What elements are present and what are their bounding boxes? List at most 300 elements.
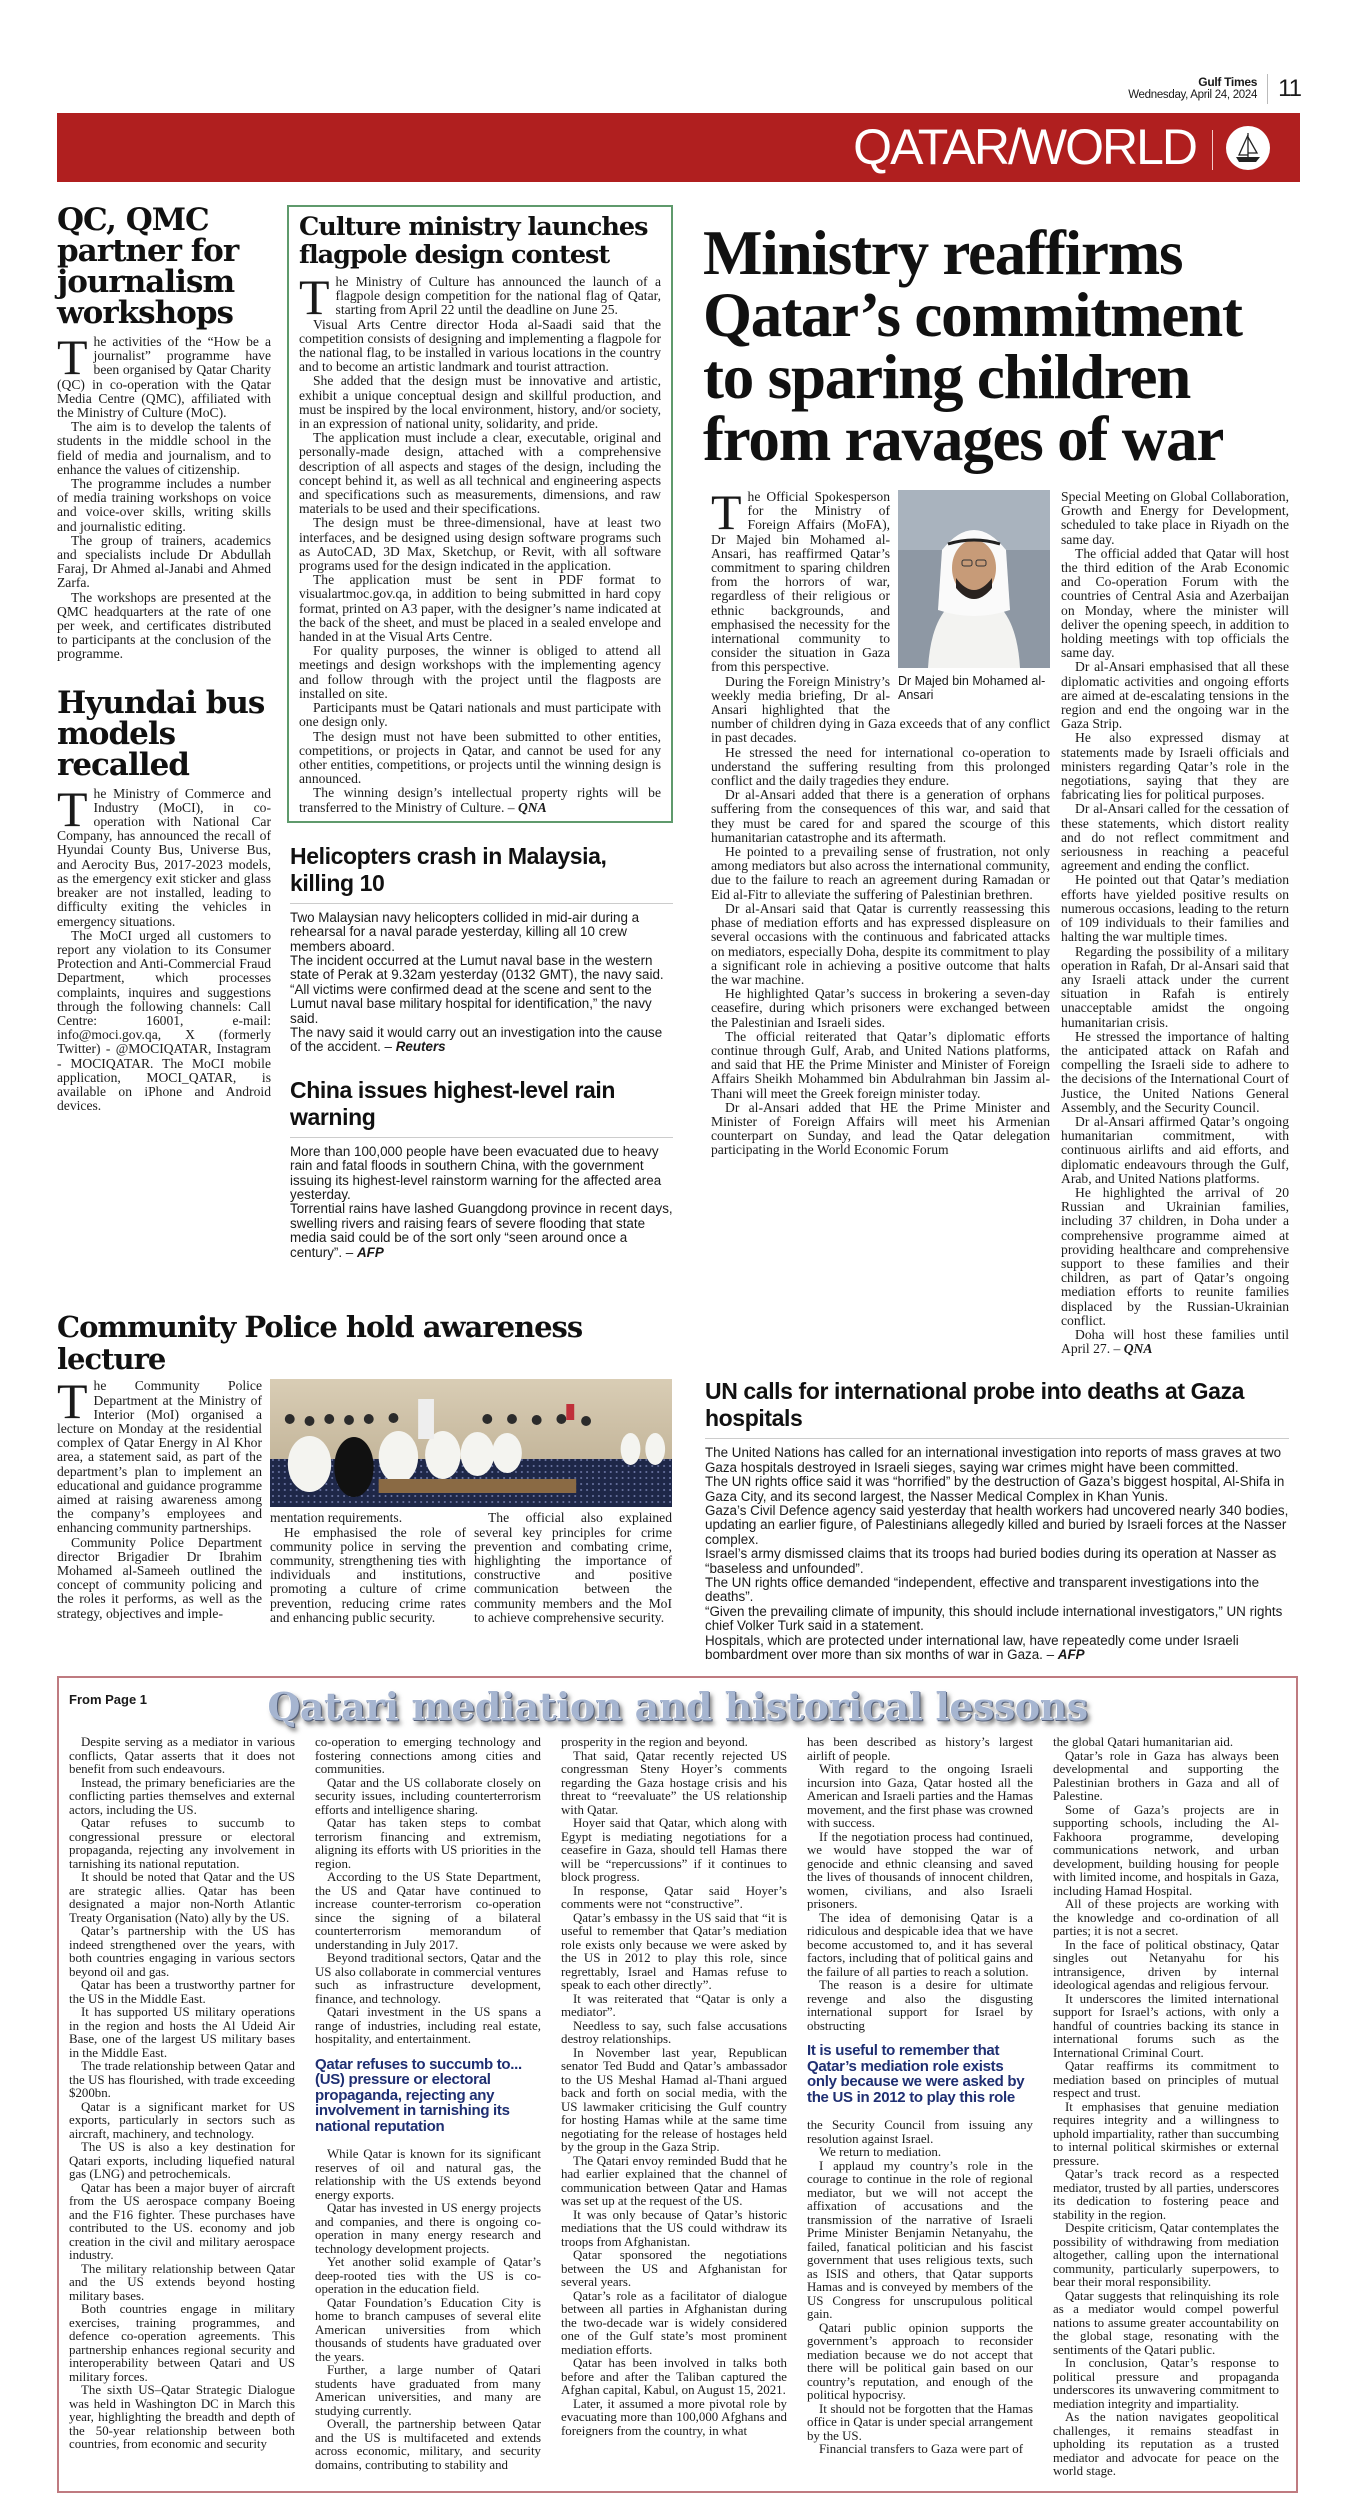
paragraph — [69, 1871, 295, 1925]
article-body-col2 — [270, 1511, 466, 1625]
paragraph-text: In response, Qatar said Hoyer’s comments were not “constructive”. — [561, 1883, 787, 1912]
paragraph-text: The incident occurred at the Lumut naval base in the western state of Perak at 9.32am yesterday (0132 GMT), the navy said. — [290, 952, 664, 983]
paragraph-list — [807, 2119, 1033, 2457]
paragraph — [1061, 873, 1289, 944]
paragraph-text: The design must not have been submitted to other entities, competitions, or projects in Qatar, and cannot be used for any other entities, competitions, or projects until the winning design is announced. — [299, 728, 661, 787]
headline: UN calls for international probe into deaths at Gaza hospitals — [705, 1378, 1289, 1439]
paragraph — [807, 2403, 1033, 2444]
section-title: QATAR/WORLD — [853, 119, 1196, 175]
paragraph-text: The military relationship between Qatar and the US extends beyond hosting military bases. — [69, 2261, 295, 2303]
paragraph — [561, 1750, 787, 1818]
paragraph-text: He pointed out that Qatar’s mediation efforts have yielded positive results on numerous occasions, leading to the return of 109 individuals to their families and halting the war multiple times. — [1061, 872, 1289, 945]
paragraph-text: Hoyer said that Qatar, which along with Egypt is mediating negotiations for a ceasefire in Gaza, should tell Hamas there will be “repercussions” if it continues to block progress. — [561, 1816, 787, 1885]
paragraph — [807, 2322, 1033, 2403]
paragraph-text: mentation requirements. — [270, 1510, 403, 1526]
paragraph — [807, 1831, 1033, 1912]
paragraph — [711, 1101, 1050, 1158]
paragraph-text: prosperity in the region and beyond. — [561, 1735, 748, 1750]
paragraph-text: he Official Spokesperson for the Ministry of Foreign Affairs (MoFA), Dr Majed bin Mohamed al-Ansari, has reaffirmed Qatar’s commitment to sparing children from the horrors of war, regardless of their religious or ethnic backgrounds, and emphasised the necessity for the international community to consider the situation in Gaza from this perspective. — [711, 489, 891, 675]
paragraph — [299, 644, 661, 701]
paragraph — [315, 1952, 541, 2006]
paragraph-text: Community Police Department director Brigadier Dr Ibrahim Mohamed al-Sameeh outlined the concept of community policing and the roles it performs, as well as the strategy, objectives and imple- — [57, 1534, 262, 1621]
paragraph — [299, 269, 661, 325]
paragraph — [299, 786, 661, 814]
paragraph-text: he Ministry of Culture has announced the launch of a flagpole design competition for the national flag of Qatar, starting from April 22 until the deadline on June 25. — [335, 274, 661, 318]
paragraph — [290, 911, 673, 954]
paragraph-text: Torrential rains have lashed Guangdong province in recent days, swelling rivers and raising fears of severe flooding that state media said could be of the sort only “seen around once a century”. – — [290, 1201, 673, 1260]
paragraph — [1061, 1030, 1289, 1115]
paragraph — [69, 2263, 295, 2304]
paragraph-text: The winning design’s intellectual property rights will be transferred to the Ministry of Culture. – — [299, 785, 661, 815]
feature-column-4 — [807, 1736, 1033, 2457]
paragraph — [807, 2160, 1033, 2322]
paragraph-list — [807, 1736, 1033, 2033]
middle-column — [287, 205, 673, 1297]
paragraph — [270, 1511, 466, 1525]
paragraph-text: We return to mediation. — [819, 2145, 942, 2160]
paragraph — [1053, 2357, 1279, 2411]
china-rain-article — [290, 1077, 673, 1260]
paragraph-text: He also expressed dismay at statements made by Israeli officials and ministers regarding Qatar’s role in the negotiations, saying that they are fabricating lies for political purposes. — [1061, 730, 1289, 803]
paragraph — [57, 477, 271, 534]
paragraph-text: In the face of political obstinacy, Qatar singles out Netanyahu for his intransigence, driven by internal ideological agendas and religious fervour. — [1053, 1937, 1279, 1993]
paragraph-text: The official reiterated that Qatar’s diplomatic efforts continue through Gulf, Arab, and United Nations platforms, and said that HE the Prime Minister and Minister of Foreign Affairs Sheikh Mohammed bin Abdulrahman bin Jassim al-Thani will meet the Greek foreign minister today. — [711, 1028, 1051, 1101]
paragraph — [299, 374, 661, 431]
paragraph-text: Instead, the primary beneficiaries are the conflicting parties themselves and external actors, including the US. — [69, 1775, 295, 1817]
paragraph — [299, 318, 661, 375]
source-credit: QNA — [517, 799, 547, 815]
dropcap: T — [711, 484, 742, 540]
paragraph-text: Qatar suggests that relinquishing its role as a mediator would compel powerful nations to assume greater accountability on the global stage, resonating with the sentiments of the Qatari public. — [1053, 2288, 1279, 2357]
paragraph — [807, 2119, 1033, 2146]
paragraph-text: The MoCI urged all customers to report any violation to its Consumer Protection and Anti-Commercial Fraud Department, which processes complaints, inquires and suggestions through the following channels: Call Centre: 16001, e-mail: info@moci.gov.qa, X (formerly Twitter) - @MOCIQATAR, Instagram - MOCIQATAR. The MoCI mobile application, MOCI_QATAR, is available on iPhone and Android devices. — [57, 927, 271, 1114]
paragraph — [1053, 1993, 1279, 2061]
paragraph — [299, 573, 661, 644]
paragraph — [315, 2364, 541, 2418]
paragraph — [561, 2357, 787, 2398]
paragraph-list — [561, 1736, 787, 2438]
helicopter-crash-article — [290, 843, 673, 1055]
paragraph-text: More than 100,000 people have been evacuated due to heavy rain and fatal floods in southern China, with the government issuing its highest-level rainstorm warning for the affected area yesterday. — [290, 1143, 662, 1202]
paragraph — [1053, 2101, 1279, 2169]
paragraph-list — [474, 1511, 672, 1625]
paragraph-text: The application must include a clear, executable, original and personally-made design, attached with a comprehensive description of all aspects and stages of the design, including the concept behind it, as well as all technical and engineering aspects and specifications such as measurements, dimensions, and raw materials to be used and their specifications. — [299, 430, 661, 517]
paragraph-text: Dr al-Ansari added that there is a generation of orphans suffering from the consequences of this war, and said that they must be cared for and spared the scourge of this humanitarian catastrophe and its aftermath. — [711, 787, 1051, 845]
paragraph-text: Two Malaysian navy helicopters collided in mid-air during a rehearsal for a naval parade yesterday, killing all 10 crew members aboard. — [290, 909, 640, 954]
paragraph-list — [57, 1373, 262, 1621]
paragraph-text: I applaud my country’s role in the courage to continue in the role of regional mediator, but we will not accept the affixation of accusations and the transmission of the narrative of Israeli Prime Minister Benjamin Netanyahu, the failed, fanatical politician and his fascist government that uses religious texts, such as ISIS and others, that Qatar supports Hamas and is conveyed by members of the US Congress for unscrupulous political gain. — [807, 2158, 1033, 2322]
paragraph — [1053, 2411, 1279, 2479]
paragraph — [1061, 1328, 1289, 1356]
paragraph-text: Qatari public opinion supports the government’s approach to reconsider mediation because we do not accept that there will be political gain based on our country’s reputation, and enough of the political hypocrisy. — [807, 2320, 1033, 2403]
paragraph — [705, 1634, 1289, 1663]
paragraph-list — [315, 2148, 541, 2472]
paragraph — [1061, 490, 1289, 547]
paragraph-text: Regarding the possibility of a military operation in Rafah, Dr al-Ansari said that any Israeli attack under the current situation in Rafah is entirely unacceptable amidst the ongoing humanitarian crisis. — [1061, 943, 1289, 1030]
paragraph-text: he Community Police Department at the Ministry of Interior (MoI) organised a lecture on Monday at the residential complex of Qatar Energy in Al Khor area, a statement said, as part of the department’s plan to implement an educational and guidance programme aimed at raising awareness among the company’s employees and enhancing community partnerships. — [57, 1378, 262, 1536]
paragraph-text: The group of trainers, academics and specialists include Dr Abdullah Faraj, Dr Ahmed al-Janabi and Ahmed Zarfa. — [57, 532, 271, 591]
paragraph — [561, 2047, 787, 2155]
paragraph — [711, 987, 1050, 1030]
paragraph — [561, 2155, 787, 2209]
paragraph — [1061, 1186, 1289, 1328]
paragraph-text: She added that the design must be innovative and artistic, exhibit a unique conceptual design and skillful production, and must be inspired by the local environment, history, and/or society, in an expression of national unity, solidarity, and pride. — [299, 373, 661, 432]
paragraph-text: Visual Arts Centre director Hoda al-Saadi said that the competition consists of designing and implementing a flagpole for the national flag, to be installed in various locations in the country and to become an artistic landmark and tourist attraction. — [299, 316, 661, 375]
headline: Hyundai bus models recalled — [57, 684, 265, 783]
paragraph-text: The navy said it would carry out an investigation into the cause of the accident. – — [290, 1024, 663, 1055]
paragraph — [561, 2209, 787, 2250]
feature-column-3 — [561, 1736, 787, 2438]
paragraph-text: In conclusion, Qatar’s response to political pressure and propaganda underscores its unwavering commitment to mediation integrity and impartiality. — [1053, 2356, 1279, 2411]
paragraph-text: Despite serving as a mediator in various conflicts, Qatar asserts that it does not benefit from such endeavours. — [69, 1735, 295, 1777]
paragraph-list — [1053, 1736, 1279, 2479]
qc-qmc-article — [57, 202, 271, 662]
paragraph-text: Qatar has taken steps to combat terrorism financing and extremism, aligning its efforts with US priorities in the region. — [315, 1816, 541, 1871]
paragraph-text: It should be noted that Qatar and the US are strategic allies. Qatar has been designated a major non-North Atlantic Treaty Organisation (Nato) ally by the US. — [69, 1870, 295, 1925]
publication-name: Gulf Times — [1198, 75, 1258, 89]
paragraph — [807, 2146, 1033, 2160]
paragraph — [69, 1777, 295, 1818]
paragraph-text: “All victims were confirmed dead at the scene and sent to the Lumut naval base military hospital for identification,” the navy said. — [290, 981, 652, 1026]
world-briefs — [287, 843, 673, 1260]
paragraph-text: The trade relationship between Qatar and the US has flourished, with trade exceeding $200bn. — [69, 2059, 295, 2101]
paragraph-text: Qatar’s partnership with the US has indeed strengthened over the years, with both countries engaging in various sectors beyond oil and gas. — [69, 1924, 295, 1979]
paragraph — [807, 1763, 1033, 1831]
paragraph-text: In November last year, Republican senator Ted Budd and Qatar’s ambassador to the US Meshal Hamad al-Thani argued back and forth on social media, with the US lawmaker criticising the Gulf country for hosting Hamas while at the same time negotiating for the release of hostages held by the group in the Gaza Strip. — [561, 2045, 787, 2155]
pull-quote: Qatar refuses to succumb to...(US) pressure or electoral propaganda, rejecting any involvement in tarnishing its national reputation — [315, 2055, 522, 2135]
article-body — [57, 780, 271, 1114]
paragraph-text: has been described as history’s largest airlift of people. — [807, 1735, 1033, 1763]
paragraph — [705, 1504, 1289, 1547]
paragraph-text: While Qatar is known for its significant reserves of oil and natural gas, the relationship with the US extends beyond energy exports. — [315, 2147, 541, 2202]
un-gaza-hospitals-article — [703, 1378, 1289, 1662]
paragraph-text: Qatar has been a trustworthy partner for the US in the Middle East. — [69, 1978, 295, 2006]
paragraph-text: He highlighted Qatar’s success in brokering a seven-day ceasefire, during which prisoners were exchanged between the Palestinian and Israeli sides. — [711, 986, 1051, 1030]
paragraph-list — [57, 780, 271, 1114]
paragraph — [299, 701, 661, 729]
paragraph — [69, 2060, 295, 2101]
paragraph — [705, 1576, 1289, 1605]
paragraph — [711, 746, 1050, 789]
paragraph — [299, 730, 661, 787]
paragraph — [290, 954, 673, 983]
paragraph — [1061, 802, 1289, 873]
dropcap: T — [57, 780, 88, 837]
paragraph-text: The UN rights office said it was “horrified” by the destruction of Gaza’s biggest hospital, Al-Shifa in Gaza City, and its second largest, the Nasser Medical Complex in Khan Yunis. — [705, 1474, 1285, 1504]
paragraph — [299, 516, 661, 573]
paragraph — [57, 329, 271, 421]
left-column — [57, 202, 271, 1297]
paragraph-text: If the negotiation process had continued, we would have stopped the war of genocide and ethnic cleansing and saved the lives of thousands of innocent children, women, civilians, and also Israeli prisoners. — [807, 1829, 1033, 1912]
paragraph-text: Dr al-Ansari said that Qatar is currently reassessing this phase of mediation efforts and has expressed displeasure on several occasions with the continuous and fabricated attacks on mediators, especially Doha, despite its commitment to play a significant role in achieving a positive outcome that halts the war machine. — [711, 900, 1051, 987]
paragraph — [561, 2249, 787, 2290]
source-credit: QNA — [1123, 1341, 1153, 1357]
paragraph-text: Dr al-Ansari called for the cessation of these statements, which distort reality and do not reflect commitment and seriousness in reaching a peaceful agreement and ending the conflict. — [1061, 801, 1289, 874]
paragraph-text: Hospitals, which are protected under international law, have repeatedly come under Israeli bombardment over more than six months of war in Gaza. – — [705, 1632, 1239, 1663]
paragraph — [711, 788, 1050, 845]
paragraph-list — [69, 1736, 295, 2452]
main-body — [703, 484, 1289, 1357]
paragraph — [69, 2182, 295, 2263]
paragraph-text: Qatar reaffirms its commitment to mediation based on principles of mutual respect and trust. — [1053, 2059, 1279, 2101]
paragraph — [705, 1475, 1289, 1504]
paragraph-text: As the nation navigates geopolitical challenges, it remains steadfast in upholding its reputation as a trusted mediator and advocate for peace on the world stage. — [1053, 2410, 1279, 2479]
paragraph-text: Special Meeting on Global Collaboration, Growth and Energy for Development, scheduled to take place in Riyadh on the same day. — [1061, 489, 1289, 547]
paragraph-text: Financial transfers to Gaza were part of — [819, 2442, 1024, 2457]
paragraph-text: The reason is a desire for ultimate revenge and also the disgusting international support for Israel by obstructing — [807, 1978, 1033, 2033]
paragraph-text: That said, Qatar recently rejected US congressman Steny Hoyer’s comments regarding the Gaza hostage crisis and his threat to “reevaluate” the US relationship with Qatar. — [561, 1748, 787, 1817]
paragraph-text: the Security Council from issuing any resolution against Israel. — [807, 2118, 1033, 2146]
spokesperson-portrait — [898, 490, 1050, 668]
source-credit: AFP — [1057, 1647, 1085, 1663]
feature-headline: Qatari mediation and historical lessons — [267, 1684, 1088, 1730]
paragraph-text: The application must be sent in PDF format to visualartmoc.gov.qa, in addition to being submitted in hard copy format, printed on A3 paper, with the designer’s name indicated at the back of the sheet, and must be placed in a sealed envelope and handed in at the Visual Arts Centre. — [299, 572, 661, 645]
paragraph-text: The idea of demonising Qatar is a ridiculous and despicable idea that we have become accustomed to, and it has several factors, including that of political gains and the failure of all parties to reach a solution. — [807, 1910, 1033, 1979]
paragraph — [69, 1736, 295, 1777]
paragraph — [1061, 547, 1289, 661]
paragraph — [1053, 1750, 1279, 1804]
paragraph-text: Some of Gaza’s projects are in supporting schools, including the Al-Fakhoora programme, developing communications network, and urban development, building housing for people with limited income, and hospitals in Gaza, including Hamad Hospital. — [1053, 1802, 1279, 1898]
paragraph — [1061, 945, 1289, 1030]
paragraph — [807, 1912, 1033, 1980]
paragraph — [57, 1536, 262, 1621]
publication-date: Wednesday, April 24, 2024 — [1128, 89, 1258, 101]
paragraph-list — [299, 269, 661, 815]
paragraph — [1053, 2060, 1279, 2101]
paragraph-text: “Given the prevailing climate of impunity, this should include international investigators,” UN rights chief Volker Turk said in a statement. — [705, 1603, 1283, 1634]
paragraph-text: Doha will host these families until April 27. – — [1061, 1326, 1289, 1357]
source-credit: Reuters — [395, 1039, 446, 1055]
paragraph — [1061, 660, 1289, 731]
paragraph — [807, 2443, 1033, 2457]
paragraph — [705, 1605, 1289, 1634]
paragraph-list — [1061, 490, 1289, 1356]
paragraph — [807, 1736, 1033, 1763]
paragraph-text: The official added that Qatar will host the third edition of the Arab Economic and Co-operation Forum with the countries of Central Asia and Azerbaijan on Monday, where the minister will deliver the opening speech, in addition to holding meetings with top officials the same day. — [1061, 545, 1289, 661]
paragraph — [290, 1026, 673, 1055]
paragraph-text: The Qatari envoy reminded Budd that he had earlier explained that the channel of communication between Qatar and Hamas was set up at the request of the US. — [561, 2153, 787, 2209]
paragraph — [290, 1202, 673, 1260]
paragraph-text: Qatari investment in the US spans a range of industries, including real estate, hospitality, and entertainment. — [315, 2005, 541, 2047]
paragraph — [69, 2141, 295, 2182]
paragraph-text: Qatar’s role in Gaza has always been developmental and supporting the Palestinian brothers in Gaza and all of Palestine. — [1053, 1748, 1279, 1804]
paragraph — [69, 2101, 295, 2142]
paragraph-text: co-operation to emerging technology and fostering connections among cities and communities. — [315, 1735, 541, 1777]
paragraph-text: The aim is to develop the talents of students in the middle school in the field of media and journalism, and to enhance the values of citizenship. — [57, 419, 271, 477]
article-body-col3 — [474, 1511, 672, 1625]
main-body-right — [1061, 490, 1289, 1356]
paragraph — [1053, 1939, 1279, 1993]
paragraph — [69, 2006, 295, 2060]
dropcap: T — [57, 329, 88, 385]
paragraph — [561, 1993, 787, 2020]
paragraph — [315, 1777, 541, 1818]
paragraph — [711, 1030, 1050, 1101]
hyundai-recall-article — [57, 684, 271, 1114]
paragraph — [290, 983, 673, 1026]
paragraph-text: Israel’s army dismissed claims that its troops had buried bodies during its operation at Nasser as “baseless and unfounded”. — [705, 1546, 1277, 1576]
culture-flagpole-article — [287, 205, 673, 823]
paragraph — [474, 1511, 672, 1625]
pull-quote: It is useful to remember that Qatar’s mediation role exists only because we were asked by the US in 2012 to play this role — [807, 2042, 1025, 2106]
paragraph-list — [270, 1511, 466, 1625]
headline: China issues highest-level rain warning — [290, 1077, 673, 1138]
paragraph — [561, 2398, 787, 2439]
paragraph — [315, 1817, 541, 1871]
paragraph — [69, 2384, 295, 2452]
paragraph-text: he Ministry of Commerce and Industry (MoCI), in co-operation with National Car Company, has announced the recall of Hyundai County Bus, Universe Bus, and Aerocity Bus, 2017-2023 models, as the emergency exit sticker and glass breaker are not installed, leading to difficulty exiting the vehicles in emergency situations. — [57, 785, 271, 929]
paragraph — [57, 929, 271, 1114]
top-grid — [57, 202, 1303, 1663]
paragraph-text: According to the US State Department, the US and Qatar have continued to increase counter-terrorism co-operation since the signing of a bilateral counterterrorism memorandum of understanding in July 2017. — [315, 1870, 541, 1952]
paragraph-text: Qatar’s track record as a respected mediator, trusted by all parties, underscores its dedication to fostering peace and stability in the region. — [1053, 2167, 1279, 2222]
paragraph-text: Qatar and the US collaborate closely on security issues, including counterterrorism efforts and intelligence sharing. — [315, 1775, 541, 1817]
paragraph-list — [57, 329, 271, 662]
feature-header — [69, 1678, 1286, 1736]
spokesperson-photo — [898, 490, 1050, 702]
paragraph-text: Overall, the partnership between Qatar and the US is multifaceted and extends across economic, military, and security domains, contributing to stability and — [315, 2417, 541, 2472]
paragraph — [315, 2148, 541, 2202]
paragraph-text: For quality purposes, the winner is obliged to attend all meetings and design workshops with the implementing agency and follow through with the project until the flagposts are installed on site. — [299, 643, 661, 701]
paragraph — [711, 902, 1050, 987]
dropcap: T — [299, 269, 330, 325]
feature-column-2 — [315, 1736, 541, 2472]
paragraph-text: Qatar refuses to succumb to congressional pressure or electoral propaganda, rejecting any involvement in tarnishing its national reputation. — [69, 1816, 295, 1871]
page-number: 11 — [1278, 75, 1301, 102]
paragraph — [299, 431, 661, 516]
headline: Community Police hold awareness lecture — [57, 1310, 583, 1377]
photo-caption: Dr Majed bin Mohamed al-Ansari — [898, 674, 1046, 703]
paragraph-text: During the Foreign Ministry’s weekly media briefing, Dr al-Ansari highlighted that the number of children dying in Gaza exceeds that of any conflict in past decades. — [711, 673, 1051, 746]
headline: Helicopters crash in Malaysia, killing 10 — [290, 843, 673, 904]
paragraph-text: The US is also a key destination for Qatari exports, including liquefied natural gas (LNG) and petrochemicals. — [69, 2140, 295, 2182]
paragraph-text: He highlighted the arrival of 20 Russian and Ukrainian families, including 37 children, in Doha under a comprehensive programme aimed at providing healthcare and comprehensive support to these families and their children, as part of Qatar’s ongoing mediation efforts to reunite families displaced by the Russian-Ukrainian conflict. — [1061, 1184, 1289, 1328]
paragraph-text: He emphasised the role of community police in serving the community, strengthening ties with individuals and institutions, promoting a culture of crime prevention, reducing crime rates and enhancing public security. — [270, 1524, 466, 1625]
paragraph-text: Both countries engage in military exercises, training programmes, and defence co-operation agreements. This partnership enhances regional security and interoperability between Qatari and US military forces. — [69, 2302, 295, 2384]
paragraph-text: It has supported US military operations in the region and hosts the Al Udeid Air Base, one of the largest US military bases in the Middle East. — [69, 2005, 295, 2060]
feature-column-5 — [1053, 1736, 1279, 2479]
community-police-article — [57, 1311, 673, 1662]
paragraph-text: It emphasises that genuine mediation requires integrity and a willingness to uphold impartiality, rather than succumbing to internal political skirmishes or external pressure. — [1053, 2099, 1279, 2168]
paragraph-text: he activities of the “How be a journalist” programme have been organised by Qatar Charity (QC) in co-operation with the Qatar Media Centre (QMC), affiliated with the Ministry of Culture (MoC). — [57, 334, 271, 421]
dropcap: T — [57, 1373, 88, 1430]
feature-columns — [69, 1736, 1286, 2479]
paragraph — [315, 1871, 541, 1952]
article-body-col1 — [57, 1373, 262, 1625]
paragraph — [561, 1736, 787, 1750]
lecture-photo — [270, 1379, 672, 1507]
paragraph — [705, 1547, 1289, 1576]
paragraph — [69, 2303, 295, 2384]
paragraph — [705, 1446, 1289, 1475]
paragraph-text: Qatar Foundation’s Education City is home to branch campuses of several elite American universities from which thousands of students have graduated over the years. — [315, 2295, 541, 2364]
paragraph-list — [290, 1145, 673, 1260]
paragraph-text: Qatar is a significant market for US exports, particularly in sectors such as aircraft, machinery, and technology. — [69, 2099, 295, 2141]
article-body — [299, 269, 661, 815]
paragraph-text: the global Qatari humanitarian aid. — [1053, 1735, 1234, 1750]
paragraph-text: He stressed the need for international co-operation to understand the suffering resulting from this prolonged conflict and the daily tragedies they endure. — [711, 744, 1051, 789]
from-page-kicker: From Page 1 — [69, 1692, 148, 1708]
paragraph-text: It should not be forgotten that the Hamas office in Qatar is under special arrangement by the US. — [807, 2401, 1033, 2443]
paragraph — [1053, 1898, 1279, 1939]
paragraph — [290, 1145, 673, 1203]
main-column — [703, 205, 1289, 1662]
paragraph — [315, 2418, 541, 2472]
paragraph-text: The programme includes a number of media training workshops on voice and voice-over skills, writing skills and journalistic editing. — [57, 476, 271, 534]
paragraph — [561, 1885, 787, 1912]
paragraph-text: Qatar has been a major buyer of aircraft from the US aerospace company Boeing and the F16 fighter. These purchases have contributed to the US. economy and job creation in the civil and military aerospace industry. — [69, 2180, 295, 2263]
main-headline: Ministry reaffirms Qatar’s commitment to sparing children from ravages of war — [703, 218, 1242, 474]
paragraph — [69, 1979, 295, 2006]
paragraph-text: He stressed the importance of halting the anticipated attack on Rafah and compelling the Israeli side to adhere to the decisions of the International Court of Justice, the United Nations General Assembly, and the Security Council. — [1061, 1028, 1289, 1115]
paragraph — [69, 1925, 295, 1979]
main-body-left — [711, 484, 1051, 1356]
paragraph-text: The workshops are presented at the QMC headquarters at the rate of one per week, and certificates distributed to participants at the conclusion of the programme. — [57, 589, 271, 662]
paragraph-text: Further, a large number of Qatari students have graduated from many American universities, and many are studying currently. — [315, 2363, 541, 2418]
paragraph-list — [315, 1736, 541, 2047]
paragraph-text: The sixth US–Qatar Strategic Dialogue was held in Washington DC in March this year, highlighting the breadth and depth of the 50-year relationship between both countries, from economic and security — [69, 2383, 295, 2452]
paragraph — [315, 2202, 541, 2256]
paragraph-text: Qatar’s role as a facilitator of dialogue between all parties in Afghanistan during the two-decade war is widely considered one of the Gulf state’s most prominent mediation efforts. — [561, 2288, 787, 2357]
paragraph — [270, 1526, 466, 1625]
paragraph-text: Beyond traditional sectors, Qatar and the US also collaborate in commercial ventures such as infrastructure development, finance, and technology. — [315, 1951, 541, 2006]
paragraph — [69, 1817, 295, 1871]
paragraph — [57, 780, 271, 929]
paragraph — [561, 1817, 787, 1885]
paragraph — [1053, 1736, 1279, 1750]
paragraph-text: Qatar sponsored the negotiations between the US and Afghanistan for several years. — [561, 2248, 787, 2290]
paragraph-list — [705, 1446, 1289, 1662]
paragraph-text: Qatar has been involved in talks both before and after the Taliban captured the Afghan capital, Kabul, on August 15, 2021. — [561, 2356, 787, 2398]
paragraph — [561, 1912, 787, 1993]
mediation-feature — [57, 1676, 1298, 2493]
paragraph-text: Later, it assumed a more pivotal role by evacuating more than 100,000 Afghans and foreigners from the country, in what — [561, 2396, 787, 2438]
main-article — [703, 218, 1289, 1357]
paragraph — [807, 1979, 1033, 2033]
paragraph-text: The United Nations has called for an international investigation into reports of mass graves at two Gaza hospitals destroyed in Israeli sieges, saying war crimes might have been committed. — [705, 1445, 1282, 1475]
paragraph — [315, 1736, 541, 1777]
paragraph — [561, 2290, 787, 2358]
paragraph-text: It was only because of Qatar’s historic mediations that the US could withdraw its troops from Afghanistan. — [561, 2207, 787, 2249]
paragraph — [561, 2020, 787, 2047]
paragraph — [57, 534, 271, 591]
paragraph-text: All of these projects are working with the knowledge and co-ordination of all parties; it is not a secret. — [1053, 1897, 1279, 1939]
paragraph-text: Dr al-Ansari affirmed Qatar’s ongoing humanitarian commitment, with continuous airlifts and aid efforts, and diplomatic endeavours through the Gulf, Arab, and United Nations platforms. — [1061, 1113, 1289, 1186]
paragraph-text: The official also explained several key principles for crime prevention and combating crime, highlighting the importance of constructive and positive communication between the community members and the MoI to achieve comprehensive security. — [474, 1510, 672, 1625]
paragraph — [711, 845, 1050, 902]
paragraph-text: Dr al-Ansari added that HE the Prime Minister and Minister of Foreign Affairs will meet his Armenian counterpart on Sunday, and lead the Qatar delegation participating in the World Economic Forum — [711, 1099, 1051, 1158]
paragraph — [1053, 2168, 1279, 2222]
paragraph-text: It underscores the limited international support for Israel’s actions, with only a handful of countries backing its stance in international forums such as the International Criminal Court. — [1053, 1991, 1279, 2060]
paragraph — [315, 2256, 541, 2297]
paragraph-text: Participants must be Qatari nationals and must participate with one design only. — [299, 700, 661, 730]
paragraph — [1053, 2290, 1279, 2358]
paragraph-text: Yet another solid example of Qatar’s deep-rooted ties with the US is co-operation in the education field. — [315, 2255, 541, 2297]
article-body — [57, 329, 271, 662]
paragraph — [315, 2006, 541, 2047]
paragraph-text: Qatar has invested in US energy projects and companies, and there is ongoing co-operation in many energy research and technology development projects. — [315, 2201, 541, 2256]
paragraph-text: The design must be three-dimensional, have at least two interfaces, and be designed using design software programs such as AutoCAD, 3D Max, Sketchup, or Revit, with all software programs used for the design indicated in the application. — [299, 515, 661, 574]
paragraph-text: It was reiterated that “Qatar is only a mediator”. — [561, 1991, 787, 2020]
paragraph — [57, 1373, 262, 1536]
paragraph — [1061, 1115, 1289, 1186]
paragraph-text: Dr al-Ansari emphasised that all these diplomatic activities and ongoing efforts are aimed at de-escalating tensions in the region and end the ongoing war in the Gaza Strip. — [1061, 659, 1289, 732]
feature-column-1 — [69, 1736, 295, 2452]
paragraph-text: Gaza’s Civil Defence agency said yesterday that health workers had uncovered nearly 340 bodies, updating an earlier figure, of Palestinians allegedly killed and buried by Israeli forces at the Nasser complex. — [705, 1503, 1289, 1547]
paragraph-text: The UN rights office demanded “independent, effective and transparent investigations into the deaths”. — [705, 1575, 1260, 1605]
paragraph — [57, 591, 271, 662]
paragraph — [1061, 731, 1289, 802]
